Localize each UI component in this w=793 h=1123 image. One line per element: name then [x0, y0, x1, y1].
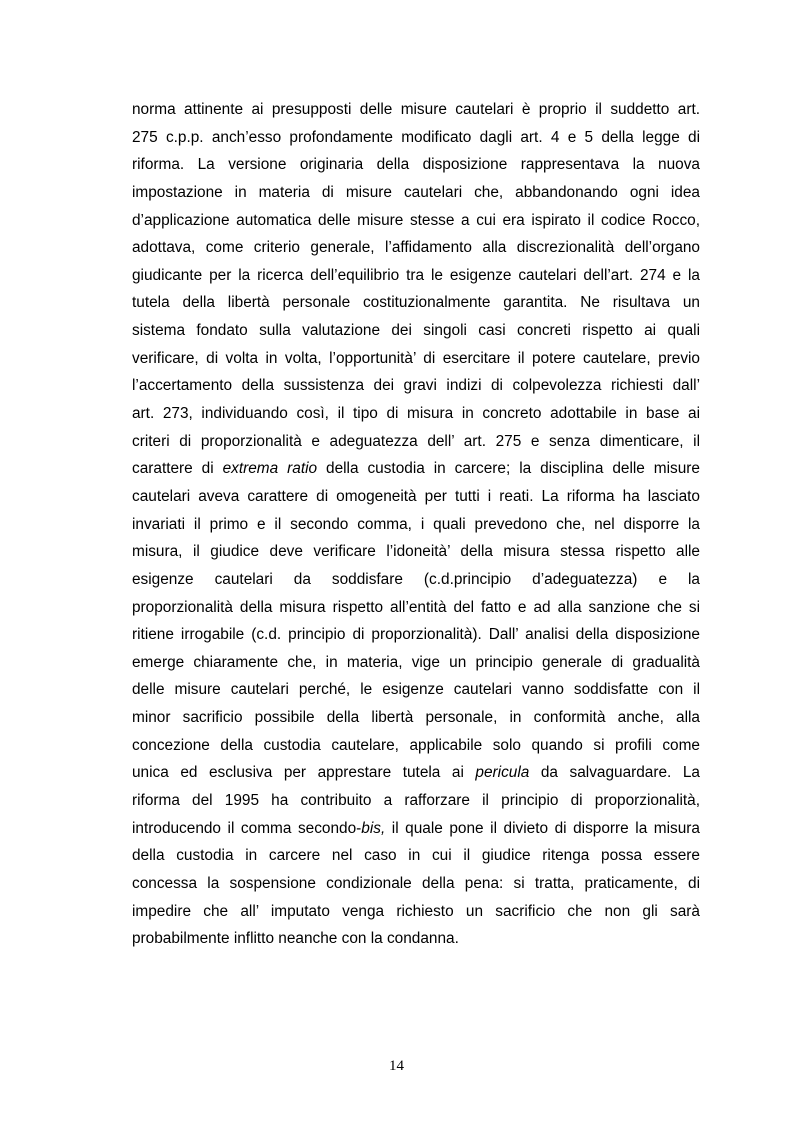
text-run: norma attinente ai presupposti delle misure cautelari è proprio il suddetto art.	[132, 101, 700, 118]
text-line	[132, 317, 700, 345]
text-run: l’accertamento della sussistenza dei gravi indizi di colpevolezza richiesti dall’	[132, 377, 700, 395]
text-run: probabilmente inflitto neanche con la condanna.	[132, 930, 459, 948]
text-run: emerge chiaramente che, in materia, vige un principio generale di gradualità	[132, 653, 700, 671]
text-line	[132, 96, 700, 124]
text-run: cautelari aveva carattere di omogeneità per tutti i reati. La riforma ha lasciato	[132, 487, 700, 505]
text-run: riforma del 1995 ha contribuito a rafforzare il principio di proporzionalità,	[132, 792, 700, 810]
text-run: minor sacrificio possibile della libertà personale, in conformità anche, alla	[132, 709, 700, 727]
italic-term: extrema ratio	[222, 460, 318, 478]
text-run: proporzionalità della misura rispetto all’entità del fatto e ad alla sanzione che si	[132, 598, 700, 616]
page-number: 14	[389, 1058, 404, 1074]
text-line	[132, 759, 700, 787]
text-run: il quale pone il divieto di disporre la misura	[385, 819, 700, 837]
text-line	[132, 151, 700, 179]
text-run: della custodia in carcere nel caso in cui il giudice ritenga possa essere	[132, 847, 700, 865]
text-run: riforma. La versione originaria della disposizione rappresentava la nuova	[132, 156, 700, 174]
text-line	[132, 179, 700, 207]
text-line	[132, 649, 700, 677]
text-line	[132, 704, 700, 732]
text-run: impedire che all’ imputato venga richiesto un sacrificio che non gli sarà	[132, 902, 700, 920]
text-line	[132, 234, 700, 262]
text-run: concezione della custodia cautelare, applicabile solo quando si profili come	[132, 736, 700, 754]
text-run: adottava, come criterio generale, l’affidamento alla discrezionalità dell’organo	[132, 239, 700, 257]
text-line	[132, 594, 700, 622]
text-run: carattere di	[132, 460, 223, 478]
text-line	[132, 621, 700, 649]
text-run: misura, il giudice deve verificare l’idoneità’ della misura stessa rispetto alle	[132, 543, 700, 561]
text-line	[132, 870, 700, 898]
body-paragraph	[132, 96, 700, 953]
text-line	[132, 842, 700, 870]
text-line	[132, 455, 700, 483]
text-line	[132, 815, 700, 843]
text-run: giudicante per la ricerca dell’equilibrio tra le esigenze cautelari dell’art. 274 e la	[132, 266, 700, 284]
text-run: esigenze cautelari da soddisfare (c.d.principio d’adeguatezza) e la	[132, 570, 700, 588]
text-run: ritiene irrogabile (c.d. principio di proporzionalità). Dall’ analisi della disposizione	[132, 626, 700, 644]
text-run: 275 c.p.p. anch’esso profondamente modificato dagli art. 4 e 5 della legge di	[132, 128, 700, 146]
text-run: unica ed esclusiva per apprestare tutela ai	[132, 764, 476, 782]
text-line	[132, 787, 700, 815]
italic-term: pericula	[475, 764, 530, 782]
text-run: criteri di proporzionalità e adeguatezza dell’ art. 275 e senza dimenticare, il	[132, 432, 700, 450]
text-line	[132, 289, 700, 317]
text-line	[132, 732, 700, 760]
text-line	[132, 345, 700, 373]
text-line	[132, 925, 700, 953]
text-run: d’applicazione automatica delle misure stesse a cui era ispirato il codice Rocco,	[132, 211, 700, 229]
text-line	[132, 207, 700, 235]
text-run: invariati il primo e il secondo comma, i quali prevedono che, nel disporre la	[132, 515, 700, 533]
text-line	[132, 428, 700, 456]
text-run: da salvaguardare. La	[529, 764, 700, 782]
text-line	[132, 898, 700, 926]
text-line	[132, 483, 700, 511]
text-line	[132, 372, 700, 400]
text-run: tutela della libertà personale costituzionalmente garantita. Ne risultava un	[132, 294, 700, 312]
text-line	[132, 400, 700, 428]
text-run: art. 273, individuando così, il tipo di misura in concreto adottabile in base ai	[132, 405, 700, 423]
text-run: impostazione in materia di misure cautelari che, abbandonando ogni idea	[132, 183, 700, 201]
text-line	[132, 676, 700, 704]
italic-term: bis,	[361, 819, 386, 837]
text-run: concessa la sospensione condizionale della pena: si tratta, praticamente, di	[132, 874, 700, 892]
text-line	[132, 262, 700, 290]
text-line	[132, 538, 700, 566]
text-run: verificare, di volta in volta, l’opportunità’ di esercitare il potere cautelare, previo	[132, 349, 700, 367]
text-run: della custodia in carcere; la disciplina delle misure	[317, 460, 700, 478]
text-line	[132, 511, 700, 539]
text-run: delle misure cautelari perché, le esigenze cautelari vanno soddisfatte con il	[132, 681, 700, 699]
text-run: sistema fondato sulla valutazione dei singoli casi concreti rispetto ai quali	[132, 322, 700, 340]
text-run: introducendo il comma secondo-	[132, 819, 362, 837]
text-line	[132, 124, 700, 152]
text-line	[132, 566, 700, 594]
